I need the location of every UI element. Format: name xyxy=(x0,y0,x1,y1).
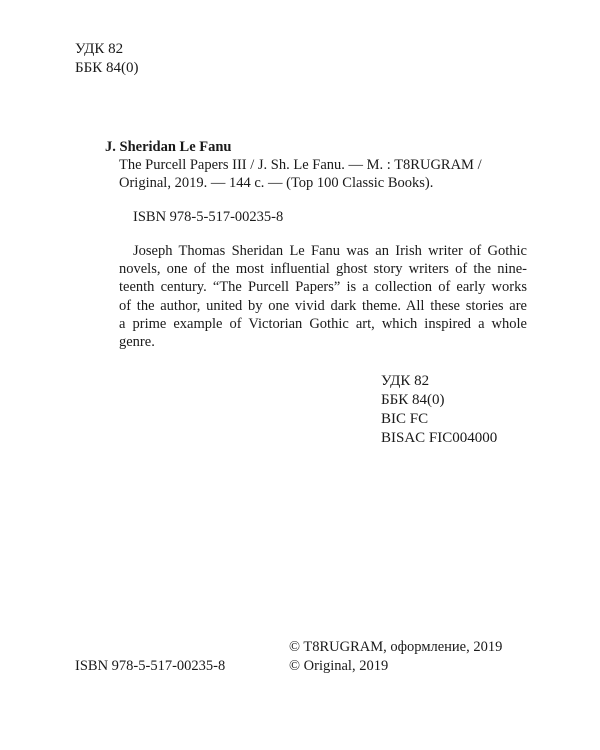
annotation-line: Joseph Thomas Sheridan Le Fanu was an Irish writer of Gothic xyxy=(133,243,527,259)
bic-code: BIC FC xyxy=(381,411,429,427)
annotation-line: genre. xyxy=(119,334,155,351)
annotation-line: novels, one of the most influential ghost story writers of the nine- xyxy=(119,261,527,278)
classification-codes-top xyxy=(75,40,138,78)
bisac-code: BISAC FIC004000 xyxy=(381,430,498,446)
isbn-number: ISBN 978-5-517-00235-8 xyxy=(133,209,284,225)
copyright-block xyxy=(289,638,502,675)
bottom-isbn-number: ISBN 978-5-517-00235-8 xyxy=(75,658,226,674)
annotation-line: a prime example of Victorian Gothic art, which inspired a whole xyxy=(119,315,527,332)
bibliographic-description xyxy=(119,156,529,192)
classification-codes-right xyxy=(381,372,497,448)
copyright-design: © T8RUGRAM, оформление, 2019 xyxy=(289,639,503,655)
udk-code: УДК 82 xyxy=(381,373,430,389)
udk-code: УДК 82 xyxy=(75,41,124,57)
bbk-code: ББК 84(0) xyxy=(75,60,139,76)
annotation-line: teenth century. “The Purcell Papers” is a collection of early works xyxy=(119,279,527,296)
annotation-paragraph xyxy=(119,242,527,351)
annotation-line: of the author, united by one vivid dark theme. All these stories are xyxy=(119,297,527,314)
bibliographic-record xyxy=(105,138,529,192)
bbk-code: ББК 84(0) xyxy=(381,392,445,408)
author-heading: J. Sheridan Le Fanu xyxy=(105,139,232,155)
description-line: The Purcell Papers III / J. Sh. Le Fanu. — M. : T8RUGRAM / xyxy=(119,157,482,173)
description-line: Original, 2019. — 144 c. — (Top 100 Classic Books). xyxy=(119,175,434,191)
copyright-original: © Original, 2019 xyxy=(289,657,389,674)
